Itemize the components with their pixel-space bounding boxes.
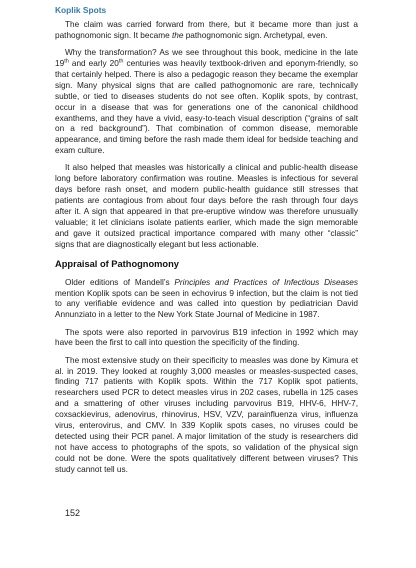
paragraph-1 [55,20,358,42]
body-text [55,20,358,482]
paragraph-6 [55,356,358,476]
text: Older editions of Mandell’s [65,277,175,287]
page-number: 152 [65,508,81,518]
running-head: Koplik Spots [55,5,107,15]
superscript: th [64,58,69,65]
text: mention Koplik spots can be seen in echovirus 9 infection, but the claim is not tied to any verifiable evidence and was called into question by pediatrician David Annunziato in a letter to the New York State Journal of Medicine in 1987. [55,288,358,320]
text: The most extensive study on their specificity to measles was done by Kimura et al. in 2019. They looked at roughly 3,000 measles or measles-suspected cases, finding 717 patients with Koplik spots. Within the 717 Koplik spot patients, researchers used PCR to detect measles virus in 202 cases, rubella in 125 cases and a smattering of other viruses including parvovirus B19, HHV-6, HHV-7, coxsackievirus, adenovirus, rhinovirus, HSV, VZV, parainfluenza virus, influenza virus, enterovirus, and CMV. In 339 Koplik spots cases, no viruses could be detected using their PCR panel. A major limitation of the study is researchers did not have access to photographs of the spots, so validation of the physical sign could not be done. Were the spots qualitatively different between viruses? This study cannot tell us. [55,355,358,474]
paragraph-4 [55,278,358,322]
text: The spots were also reported in parvovirus B19 infection in 1992 which may have been the first to call into question the specificity of the finding. [55,327,358,348]
emphasis: the [171,30,184,40]
text: The claim was carried forward from there, but it became more than just a pathognomonic sign. It became [55,20,358,40]
text: Why the transformation? As we see throughout this book, medicine in the late 19 [55,48,358,69]
text: It also helped that measles was historically a clinical and public-health disease long before laboratory confirmation was routine. Measles is infectious for several days before rash onset, and modern public-health guidance still stresses that patients are contagious from about four days before the rash through four days after it. A sign that appeared in that pre-eruptive window was therefore unusually valuable; it let clinicians isolate patients earlier, which made the sign memorable and gave it outsized practical importance compared with many other “classic” signs that are diagnostically elegant but less actionable. [55,163,358,249]
paragraph-2 [55,48,358,157]
book-title: Principles and Practices of Infectious Diseases [174,277,358,287]
section-heading: Appraisal of Pathognomony [55,258,179,269]
superscript: th [118,58,124,65]
text: pathognomonic sign. Archetypal, even. [183,30,328,40]
paragraph-5 [55,328,358,350]
text: and early 20 [68,59,119,69]
text: centuries was heavily textbook-driven and eponym-friendly, so that certainly helped. There is also a pedagogic reason they became the exemplar sign. Many physical signs that are called pathognomonic are rare, technically subtle, or tied to diseases students do not see often. Koplik spots, by contrast, occur in a disease that was for generations one of the canonical childhood exanthems, and they have a vivid, easy-to-teach visual description (“grains of salt on a red background”). That combination of common disease, memorable appearance, and timing before the rash made them ideal for bedside teaching and exam culture. [55,59,358,156]
paragraph-3 [55,163,358,250]
